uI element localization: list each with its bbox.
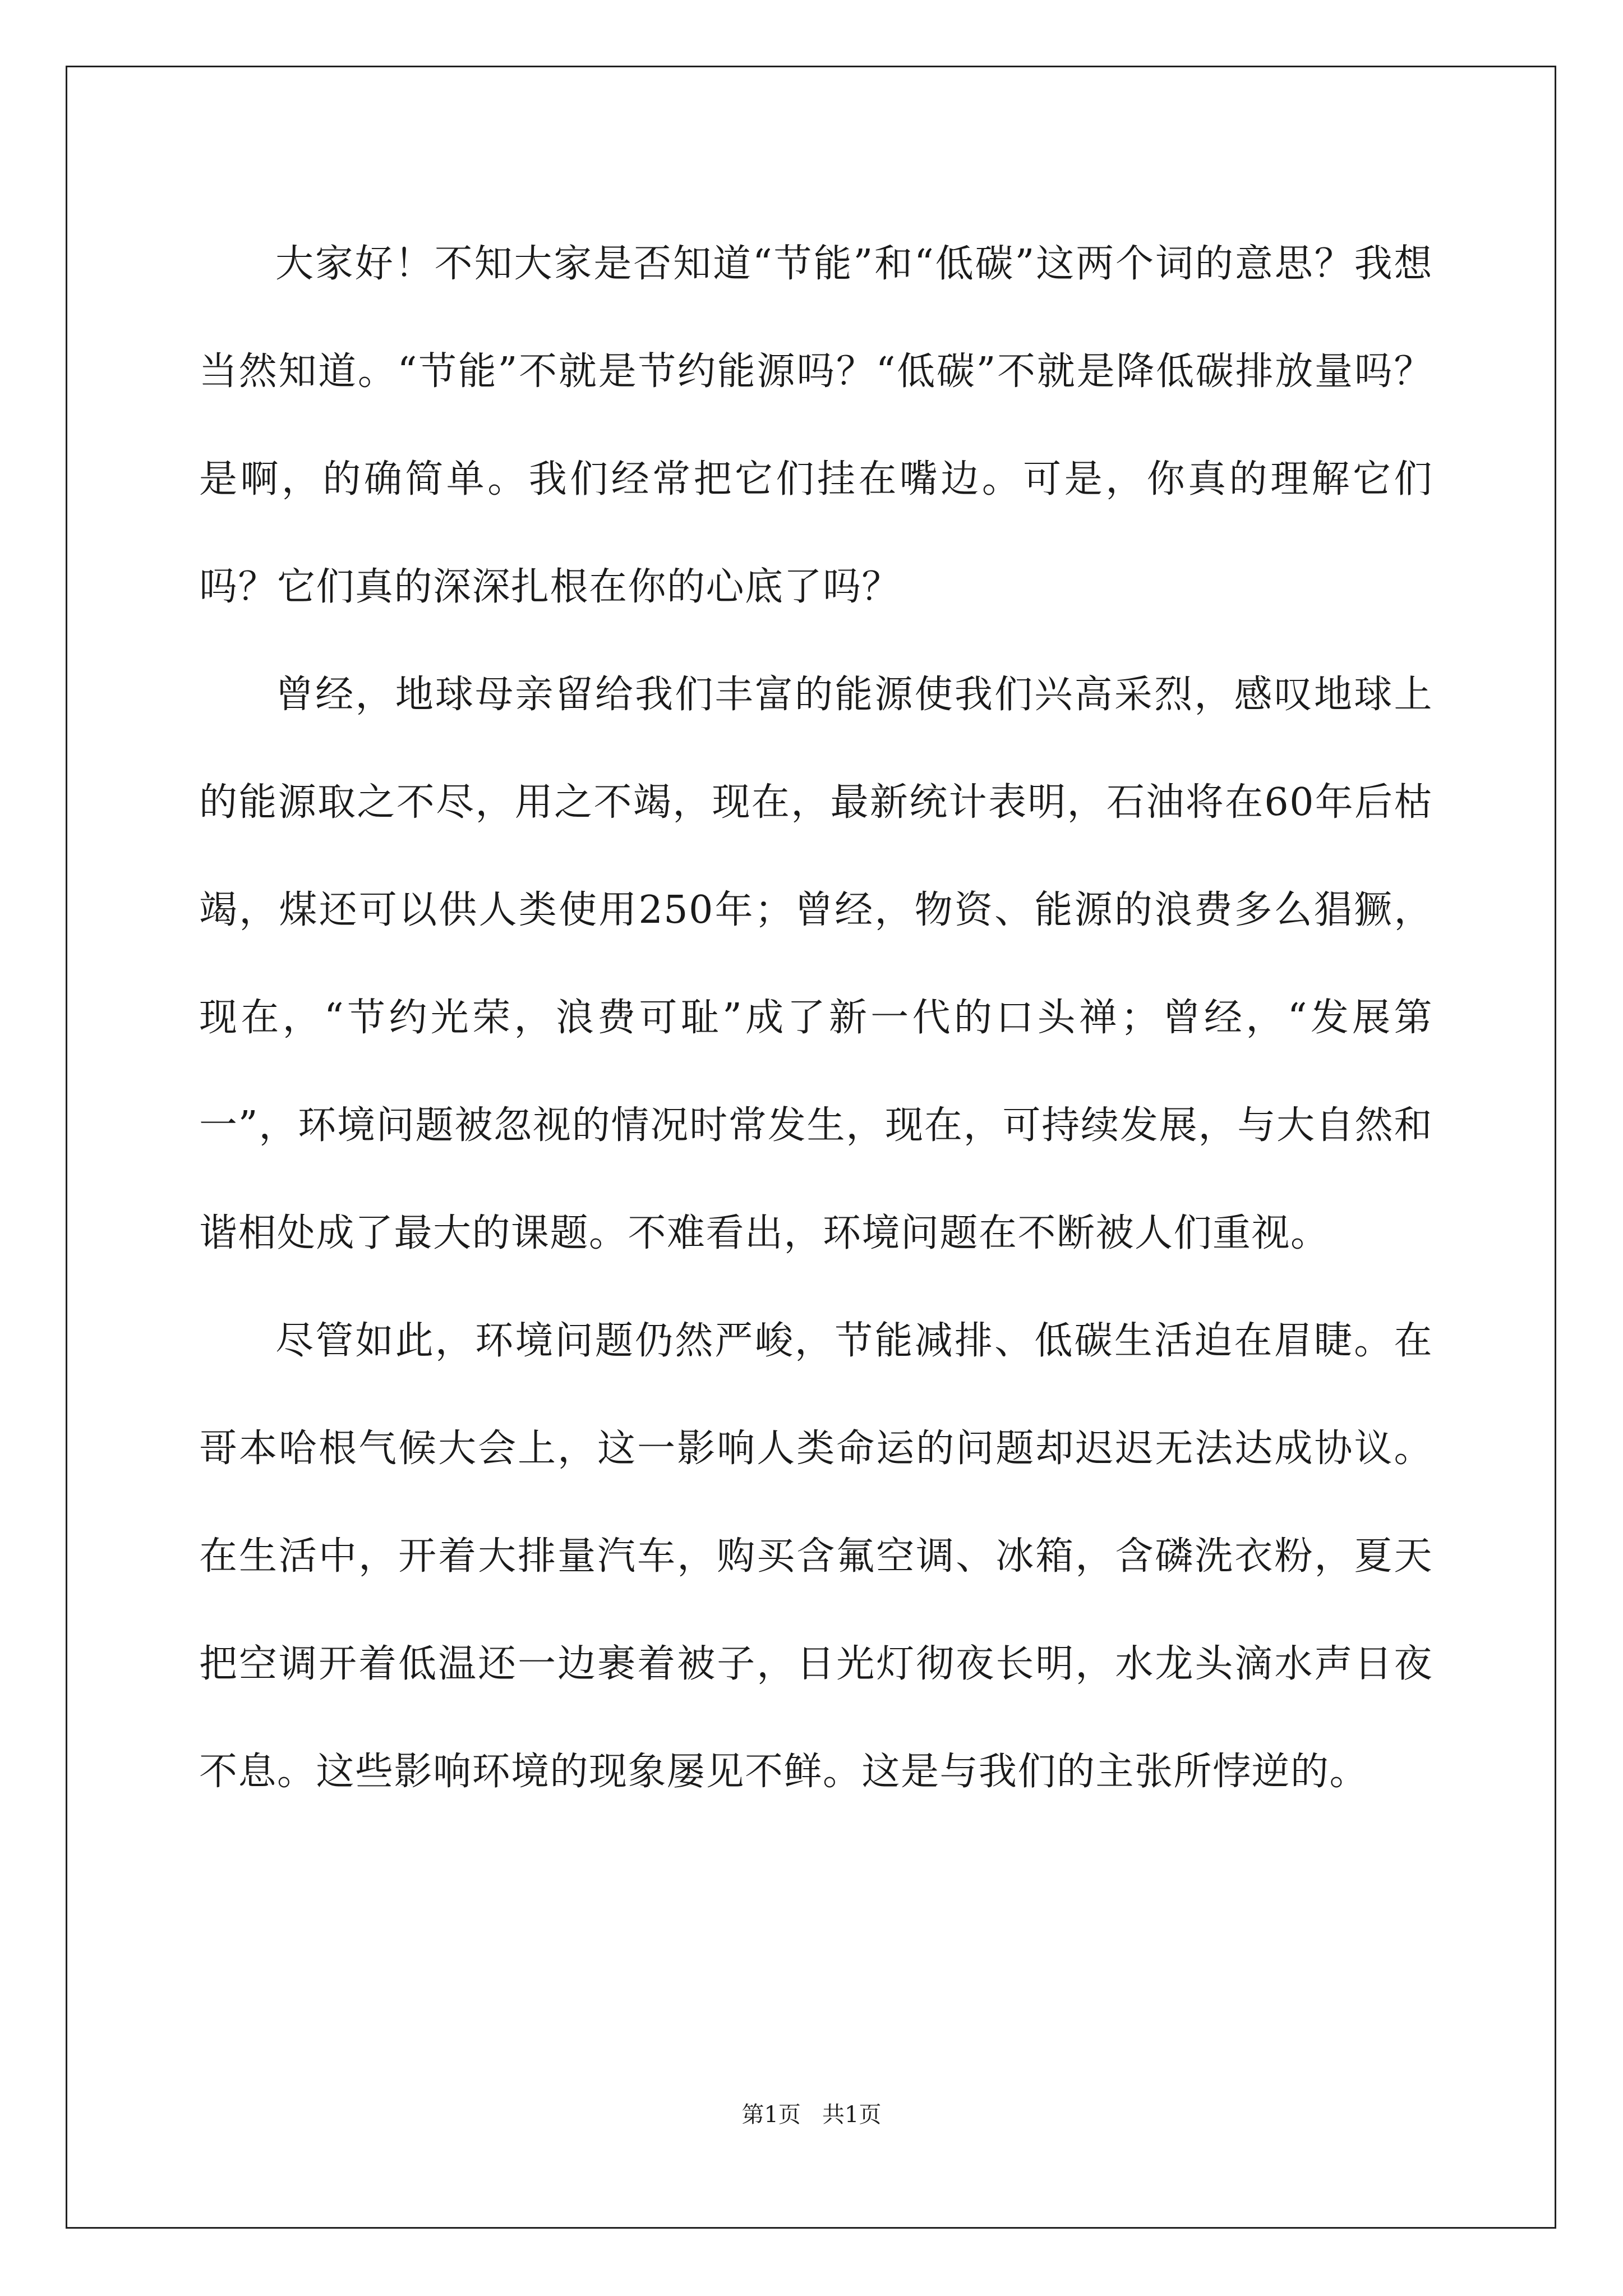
paragraph-3: 尽管如此，环境问题仍然严峻，节能减排、低碳生活迫在眉睫。在哥本哈根气候大会上，这一影响人类命运的问题却迟迟无法达成协议。在生活中，开着大排量汽车，购买含氟空调、冰箱，含磷洗衣粉，夏天把空调开着低温还一边裹着被子，日光灯彻夜长明，水龙头滴水声日夜不息。这些影响环境的现象屡见不鲜。这是与我们的主张所悖逆的。 [199,1319,1433,1794]
paragraph-1: 大家好！不知大家是否知道“节能”和“低碳”这两个词的意思？我想当然知道。“节能”不就是节约能源吗？“低碳”不就是降低碳排放量吗？是啊，的确简单。我们经常把它们挂在嘴边。可是，你真的理解它们吗？它们真的深深扎根在你的心底了吗？ [199,242,1433,609]
page-number-footer: 第1页 共1页 [741,2102,882,2128]
paragraph-2: 曾经，地球母亲留给我们丰富的能源使我们兴高采烈，感叹地球上的能源取之不尽，用之不竭，现在，最新统计表明，石油将在60年后枯竭，煤还可以供人类使用250年；曾经，物资、能源的浪费多么猖獗，现在，“节约光荣，浪费可耻”成了新一代的口头禅；曾经，“发展第一”，环境问题被忽视的情况时常发生，现在，可持续发展，与大自然和谐相处成了最大的课题。不难看出，环境问题在不断被人们重视。 [199,673,1433,1255]
document-body [199,210,1433,1826]
